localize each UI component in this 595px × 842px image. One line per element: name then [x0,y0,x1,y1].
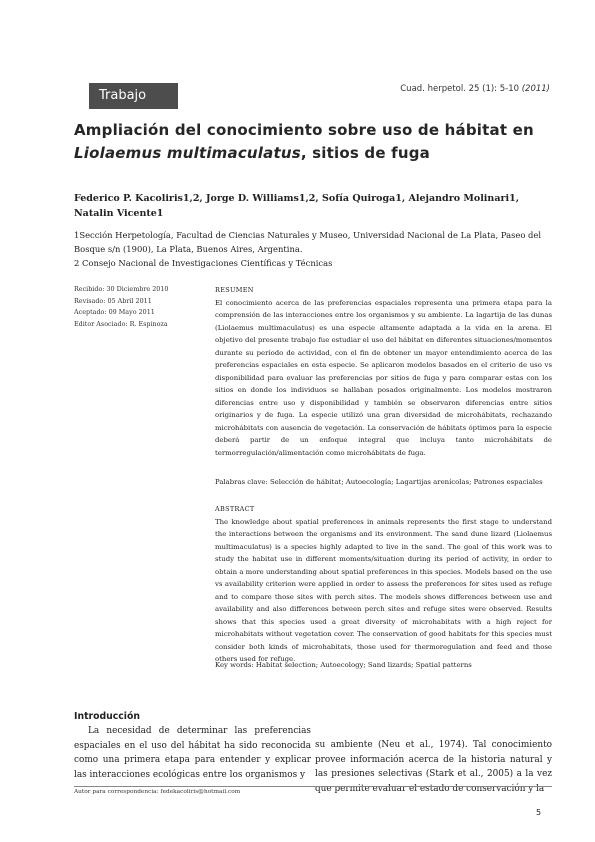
resumen-heading: RESUMEN [215,286,254,294]
article-dates [74,284,214,330]
author-list: Federico P. Kacoliris1,2, Jorge D. Williams1,2, Sofía Quiroga1, Alejandro Molinari1, Natalin Vicente1 [74,193,520,219]
received-date: Recibido: 30 Diciembre 2010 [74,285,169,293]
intro-column-1 [74,724,311,783]
intro-col2-text: su ambiente (Neu et al., 1974). Tal conocimiento provee información acerca de la historia natural y las presiones selectivas (Stark et al., 2005) a la vez que permite evaluar el estado de conservación y la [315,740,552,795]
associate-editor: Editor Asociado: R. Espinoza [74,319,168,328]
resumen-section [215,284,552,459]
article-title [74,119,554,165]
title-line-2 [74,142,554,165]
title-rest: , sitios de fuga [300,144,430,162]
affiliation-2: 2 Consejo Nacional de Investigaciones Científicas y Técnicas [74,258,333,268]
intro-col1-text: La necesidad de determinar las preferencias espaciales en el uso del hábitat ha sido reconocida como una primera etapa para entender y explicar las interacciones ecológicas entre los organismos y [74,726,311,781]
page-number: 5 [536,808,542,817]
affiliations [74,228,554,270]
journal-citation-text: Cuad. herpetol. 25 (1): 5-10 [400,84,522,94]
palabras-clave: Palabras clave: Selección de hábitat; Autoecología; Lagartijas arenícolas; Patrones espaciales [215,478,543,486]
abstract-section [215,503,552,666]
intro-column-2 [315,738,552,797]
introduction-heading: Introducción [74,711,140,722]
revised-date: Revisado: 05 Abril 2011 [74,296,152,305]
title-line-1: Ampliación del conocimiento sobre uso de hábitat en [74,121,534,139]
corresponding-author-footnote: Autor para correspondencia: fedekacoliris@hotmail.com [74,789,241,795]
journal-citation [400,84,550,94]
footnote-rule [74,786,552,787]
abstract-heading: ABSTRACT [215,505,255,513]
accepted-date: Aceptado: 09 Mayo 2011 [74,308,155,316]
key-words: Key words: Habitat selection; Autoecology; Sand lizards; Spatial patterns [215,661,472,669]
resumen-text: El conocimiento acerca de las preferencias espaciales representa una primera etapa para la comprensión de las interacciones entre los organismos y su ambiente. La lagartija de las dunas (Liolaemus multimaculatus) es una especie altamente adaptada a la vida en la arena. El objetivo del presente trabajo fue estudiar el uso del hábitat en diferentes situaciones/momentos durante su período de actividad, con el fin de obtener un mayor entendimiento acerca de las preferencias espaciales en esta especie. Se aplicaron modelos basados en el criterio de uso vs disponibilidad para evaluar las preferencias por sitios de fuga y para comparar estas con los sitios en donde los individuos se hallaban posados originalmente. Los modelos mostraron diferencias entre uso y disponibilidad y también se observaron diferencias entre sitios originarios y de fuga. La especie utilizó una gran diversidad de microhábitats, rechazando microhábitats con ausencia de vegetación. La conservación de hábitats óptimos para la especie deberá partir de un enfoque integral que incluya tanto microhábitats de termorregulación/alimentación como microhábitats de fuga. [215,298,552,457]
section-badge: Trabajo [89,83,178,109]
affiliation-1: 1Sección Herpetología, Facultad de Ciencias Naturales y Museo, Universidad Nacional de La Plata, Paseo del Bosque s/n (1900), La Plata, Buenos Aires, Argentina. [74,230,542,254]
abstract-text: The knowledge about spatial preferences in animals represents the first stage to understand the interactions between the organisms and its environment. The sand dune lizard (Liolaemus multimaculatus) is a species highly adapted to live in the sand. The goal of this work was to study the habitat use in different moments/situation during its period of activity, in order to obtain a more understanding about spatial preferences in this species. Models based on the use vs availability criterion were applied in order to assess the preferences for sites used as refuge and to compare those sites with perch sites. The models shows differences between use and availability and also differences between perch sites and refuge sites were observed. Results shows that this species used a great diversity of microhabitats with a high reject for microhabitats without vegetation cover. The conservation of good habitats for this species must consider both kinds of microhabitats, those used for thermoregulation and feed and those others used for refuge. [215,517,552,663]
journal-year: (2011) [521,84,550,94]
title-species: Liolaemus multimaculatus [74,144,301,162]
